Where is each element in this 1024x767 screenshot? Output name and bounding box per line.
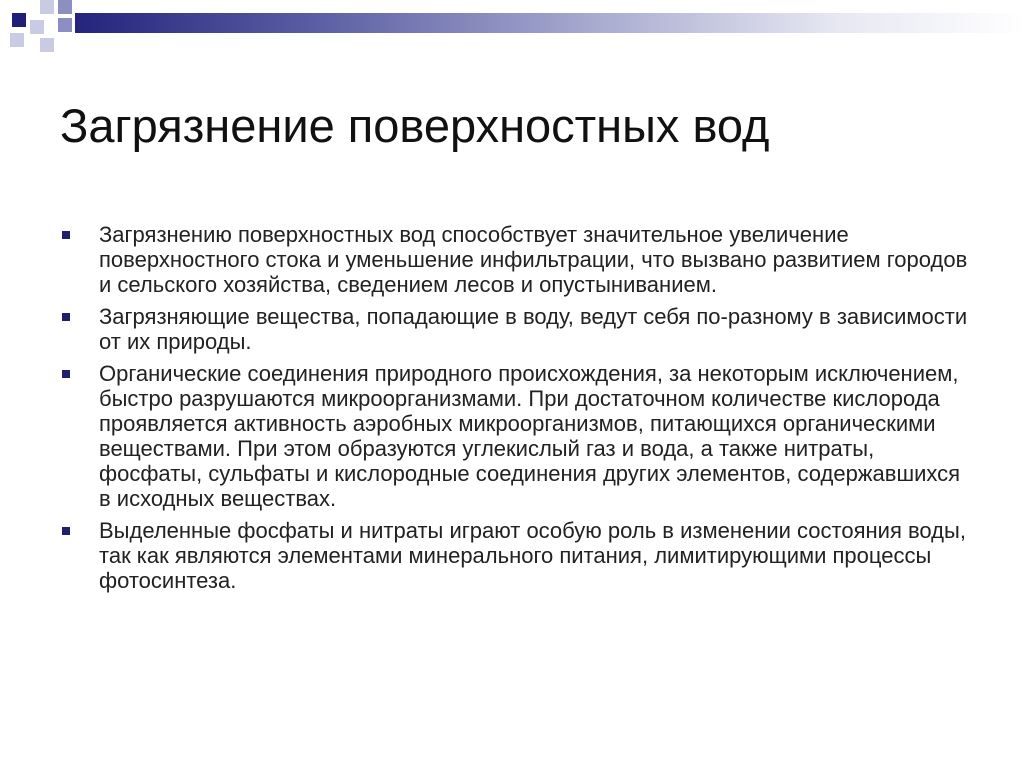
square-bullet-icon: [62, 313, 70, 321]
list-item: [60, 304, 970, 354]
header-gradient-bar: [75, 13, 1024, 33]
list-item-text: Органические соединения природного происхождения, за некоторым исключением, быстро разрушаются микроорганизмами. При достаточном количестве кислорода проявляется активность аэробных микроорганизмов, питающихся органическими веществами. При этом образуются углекислый газ и вода, а также нитраты, фосфаты, сульфаты и кислородные соединения других элементов, содержавшихся в исходных веществах.: [99, 361, 961, 511]
square-bullet-icon: [62, 370, 70, 378]
square-bullet-icon: [62, 527, 70, 535]
list-item-text: Загрязнению поверхностных вод способствует значительное увеличение поверхностного стока и уменьшение инфильтрации, что вызвано развитием городов и сельского хозяйства, сведением лесов и опустыниванием.: [99, 222, 968, 297]
corner-decoration-square: [58, 0, 72, 14]
corner-decoration-square: [10, 33, 24, 47]
list-item: [60, 518, 970, 593]
corner-decoration-square: [40, 38, 54, 52]
bullet-list: [60, 222, 970, 600]
corner-decoration-square: [12, 13, 26, 27]
corner-decoration-square: [40, 0, 54, 14]
square-bullet-icon: [62, 231, 70, 239]
list-item: [60, 361, 970, 511]
slide-title: Загрязнение поверхностных вод: [60, 99, 770, 152]
corner-decoration-square: [58, 18, 72, 32]
list-item-text: Загрязняющие вещества, попадающие в воду, ведут себя по-разному в зависимости от их природы.: [99, 304, 968, 354]
list-item: [60, 222, 970, 297]
list-item-text: Выделенные фосфаты и нитраты играют особую роль в изменении состояния воды, так как являются элементами минерального питания, лимитирующими процессы фотосинтеза.: [99, 518, 966, 593]
corner-decoration-square: [30, 20, 44, 34]
